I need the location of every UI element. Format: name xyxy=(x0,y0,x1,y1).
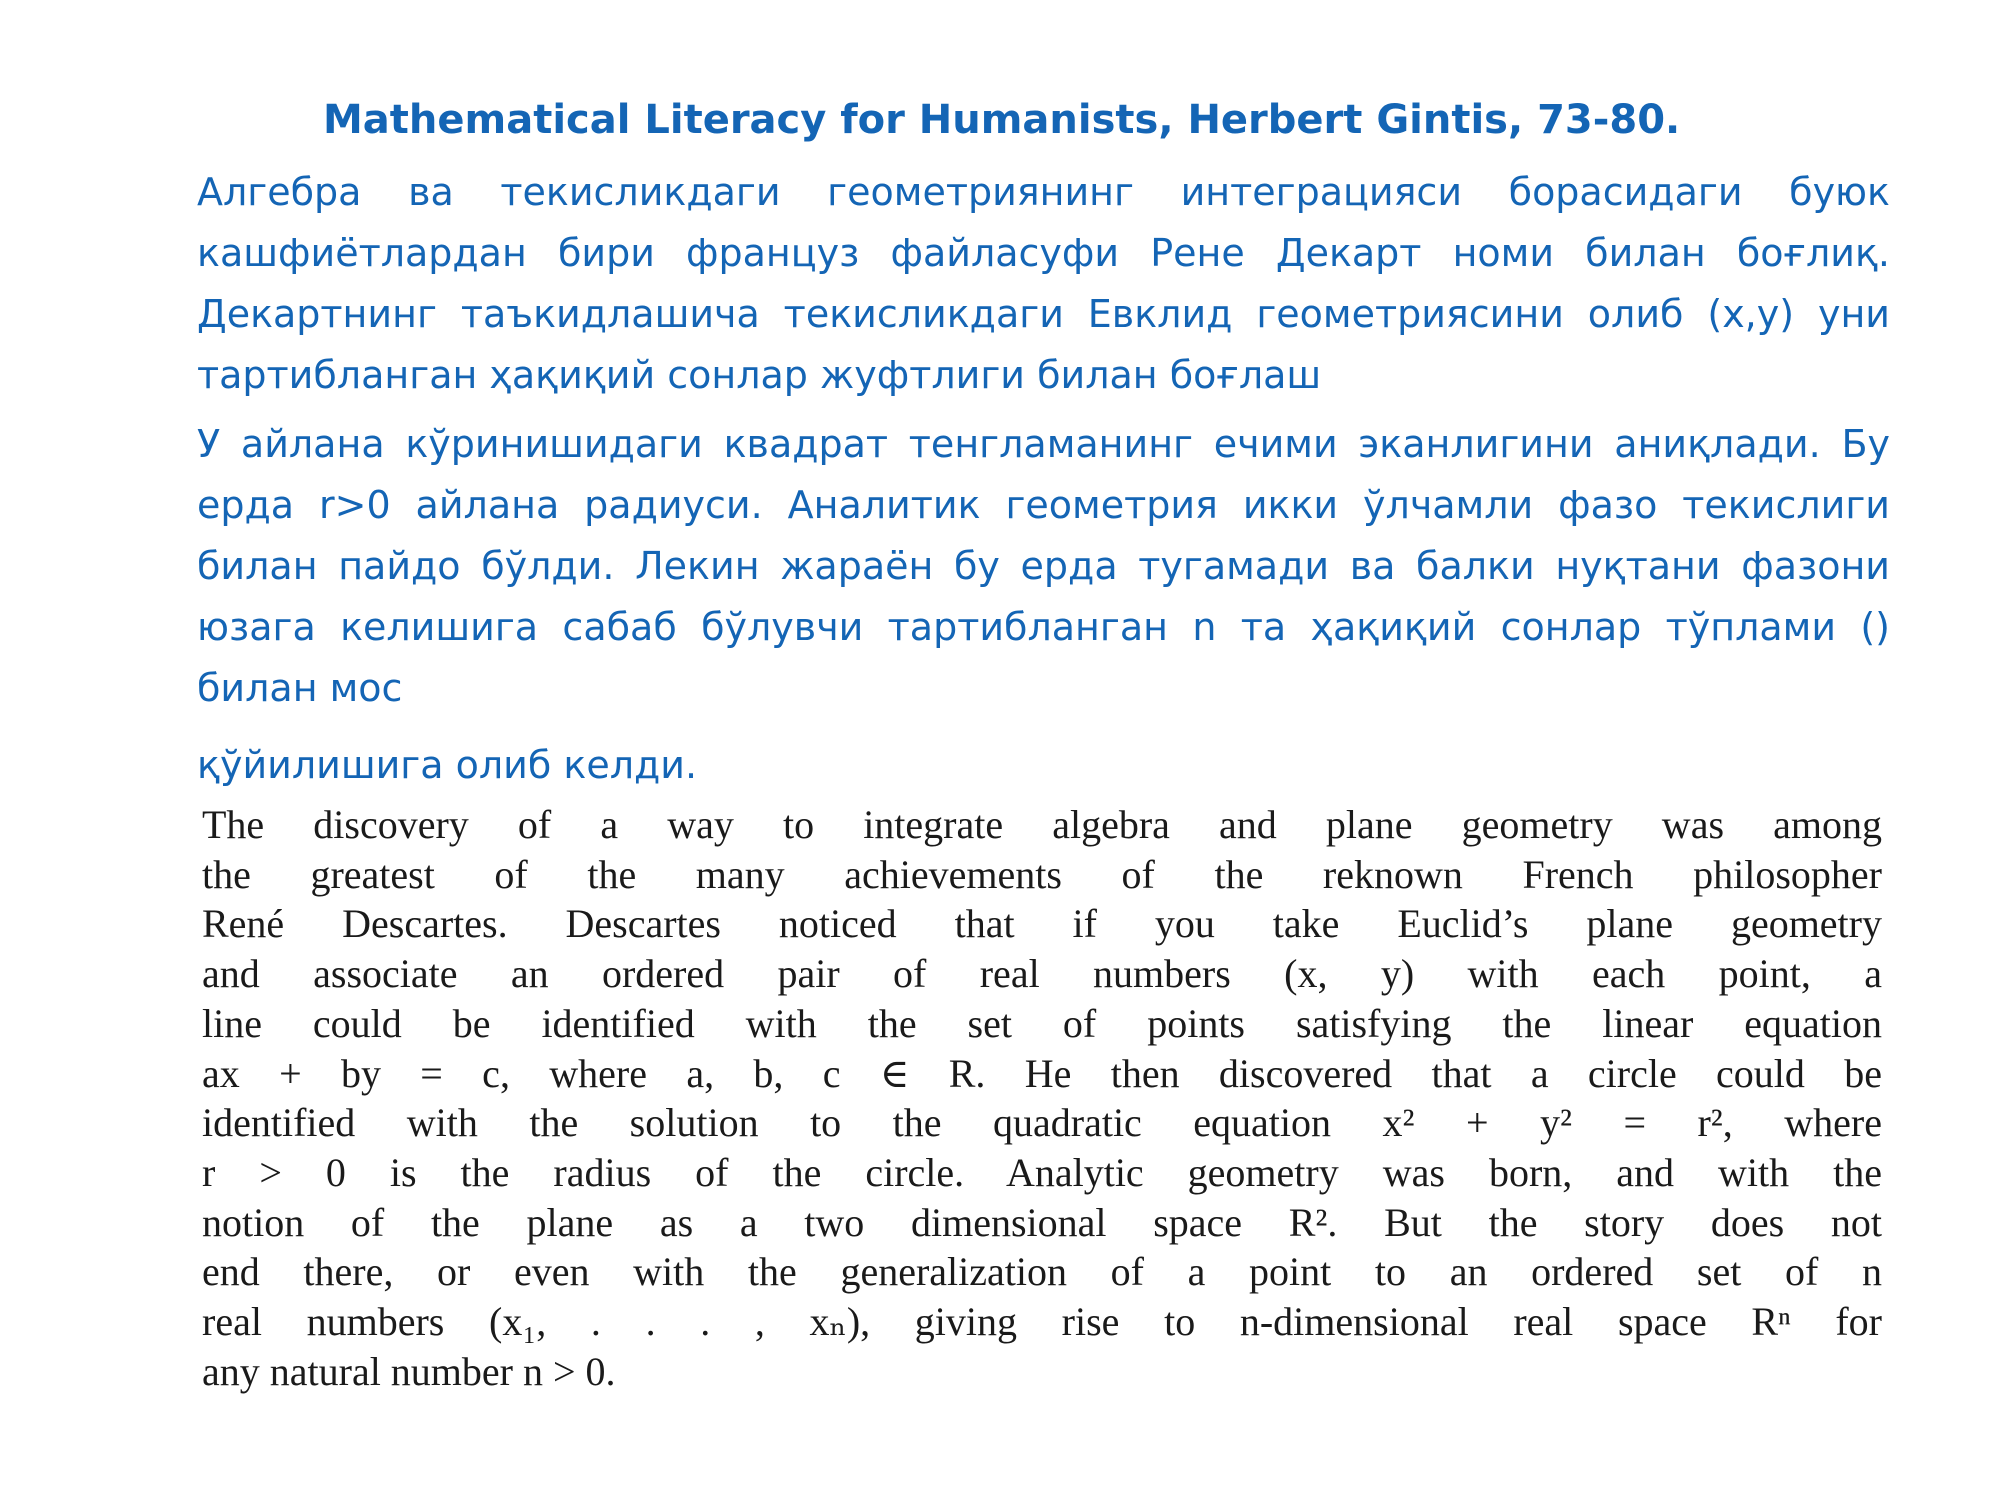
uzbek-paragraph-3-text: қўйилишига олиб келди. xyxy=(197,743,698,787)
excerpt-line: any natural number n > 0. xyxy=(202,1348,616,1394)
excerpt-line: The discovery of a way to integrate algebra and plane geometry was among xyxy=(202,802,1882,847)
uzbek-paragraph-1-text: Алгебра ва текисликдаги геометриянинг интеграцияси борасидаги буюк кашфиётлардан бири француз файласуфи Рене Декарт номи билан боғлиқ. Декартнинг таъкидлашича текисликдаги Евклид геометриясини олиб (x,y) уни тартибланган ҳақиқий сонлар жуфтлиги билан боғлаш xyxy=(197,170,1890,397)
excerpt-line: r > 0 is the radius of the circle. Analytic geometry was born, and with the xyxy=(202,1149,1882,1195)
excerpt-line: line could be identified with the set of points satisfying the linear equation xyxy=(202,1000,1882,1046)
excerpt-line: end there, or even with the generalization of a point to an ordered set of n xyxy=(202,1249,1882,1295)
excerpt-line: René Descartes. Descartes noticed that if you take Euclid’s plane geometry xyxy=(202,901,1882,947)
excerpt-line: real numbers (x₁, . . . , xₙ), giving rise to n-dimensional real space Rⁿ for xyxy=(202,1299,1882,1345)
excerpt-line: identified with the solution to the quadratic equation x² + y² = r², where xyxy=(202,1100,1882,1146)
slide-title: Mathematical Literacy for Humanists, Herbert Gintis, 73-80. xyxy=(323,97,1681,143)
english-excerpt-image xyxy=(202,800,1882,1396)
uzbek-paragraph-2-text: У айлана кўринишидаги квадрат тенгламанинг ечими эканлигини аниқлади. Бу ерда r>0 айлана радиуси. Аналитик геометрия икки ўлчамли фазо текислиги билан пайдо бўлди. Лекин жараён бу ерда тугамади ва балки нуқтани фазони юзага келишига сабаб бўлувчи тартибланган n та ҳақиқий сонлар тўплами () билан мос xyxy=(197,422,1890,710)
excerpt-line: notion of the plane as a two dimensional space R². But the story does not xyxy=(202,1199,1882,1245)
uzbek-paragraph-2 xyxy=(197,414,1890,719)
excerpt-line: the greatest of the many achievements of the reknown French philosopher xyxy=(202,851,1882,897)
excerpt-line: and associate an ordered pair of real numbers (x, y) with each point, a xyxy=(202,951,1882,997)
uzbek-paragraph-1 xyxy=(197,162,1890,406)
uzbek-paragraph-3 xyxy=(197,735,1890,796)
excerpt-line: ax + by = c, where a, b, c ∈ R. He then discovered that a circle could be xyxy=(202,1050,1882,1096)
